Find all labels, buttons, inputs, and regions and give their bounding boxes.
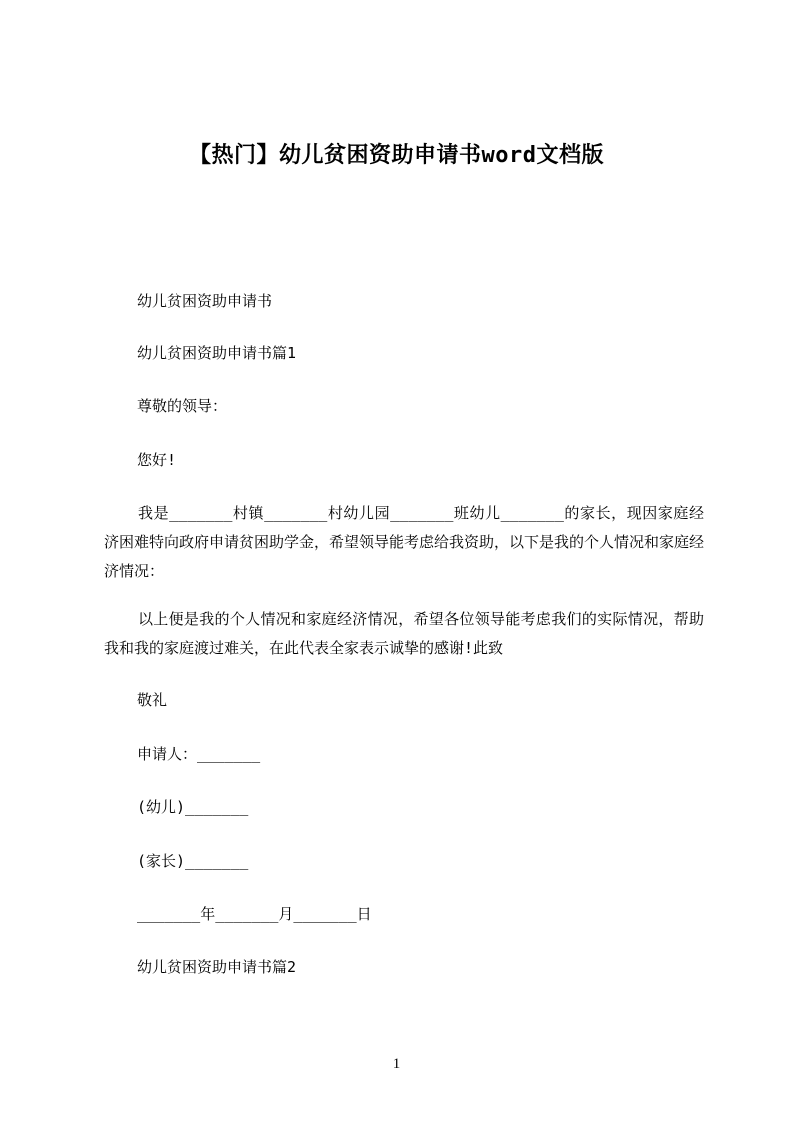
section2-title: 幼儿贫困资助申请书篇2 xyxy=(137,958,297,976)
salutation: 尊敬的领导： xyxy=(137,397,228,415)
document-title: 【热门】幼儿贫困资助申请书word文档版 xyxy=(189,143,604,168)
closing: 敬礼 xyxy=(137,691,168,709)
parent-line: (家长)_______ xyxy=(137,852,249,870)
child-line: (幼儿)_______ xyxy=(137,798,249,816)
date-line: _______年_______月_______日 xyxy=(137,905,372,923)
body-paragraph-2: 以上便是我的个人情况和家庭经济情况，希望各位领导能考虑我们的实际情况，帮助我和我的家庭渡过难关，在此代表全家表示诚挚的感谢!此致 xyxy=(104,610,704,657)
applicant-line: 申请人：_______ xyxy=(137,745,261,763)
heading-paragraph: 幼儿贫困资助申请书 xyxy=(137,292,273,310)
page-number: 1 xyxy=(392,1056,401,1072)
body-paragraph-1: 我是_______村镇_______村幼儿园_______班幼儿_______的家长，现因家庭经济困难特向政府申请贫困助学金，希望领导能考虑给我资助，以下是我的个人情况和家庭经济情况： xyxy=(104,504,705,580)
greeting: 您好! xyxy=(137,451,177,469)
section1-title: 幼儿贫困资助申请书篇1 xyxy=(137,344,297,362)
